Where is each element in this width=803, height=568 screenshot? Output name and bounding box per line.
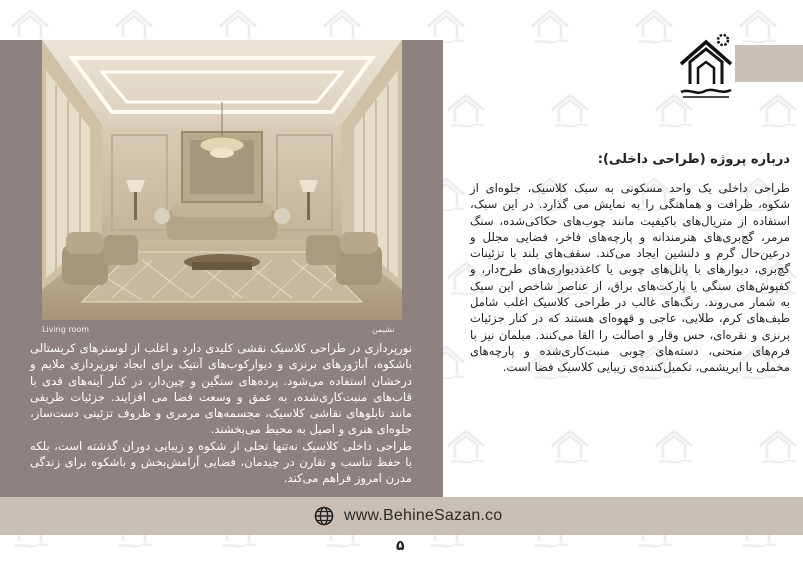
- right-paragraph: طراحی داخلی یک واحد مسکونی به سبک کلاسیک، جلوه‌ای از شکوه، ظرافت و هماهنگی را به نمایش می گذارد. در این سبک، استفاده از متریال‌های باکیفیت مانند چوب‌های حکاکی‌شده، سنگ مرمر، گچ‌بری‌های هنرمندانه و پارچه‌های فاخر، فضایی مجلل و درعین‌حال گرم و دلنشین ایجاد می‌کند. سقف‌های بلند با تزئینات گچ‌بری، دیوارهای با پانل‌های چوبی یا کاغذدیواری‌های طرح‌دار، و کفپوش‌های سنگی یا پارکت‌های براق، از عناصر شاخص این سبک به شمار می‌روند. رنگ‌های غالب در طراحی کلاسیک اغلب شامل طیف‌های کرم، طلایی، عاجی و قهوه‌ای هستند که در کنار جزئیات برنزی و نقره‌ای، حس وقار و اصالت را القا می‌کنند. مبلمان نیز با فرم‌های منحنی، دسته‌های چوبی منبت‌کاری‌شده و پارچه‌های مخملی یا ابریشمی، تکمیل‌کننده‌ی زیبایی کلاسیک فضا است.: [470, 181, 790, 375]
- house-logo-watermark-icon: [444, 426, 488, 466]
- house-logo-watermark-icon: [444, 90, 488, 130]
- house-logo-watermark-icon: [632, 6, 676, 46]
- globe-icon: [314, 506, 334, 526]
- living-room-photo: [42, 40, 402, 320]
- house-logo-watermark-icon: [548, 90, 592, 130]
- house-logo-watermark-icon: [548, 426, 592, 466]
- house-logo-watermark-icon: [756, 90, 800, 130]
- project-heading: درباره پروژه (طراحی داخلی):: [597, 152, 790, 167]
- house-logo-watermark-icon: [528, 6, 572, 46]
- photo-caption-persian: نشیمن: [372, 325, 395, 334]
- decorative-box: [735, 45, 803, 82]
- house-logo-watermark-icon: [736, 6, 780, 46]
- project-description: [470, 180, 790, 376]
- house-roof-gear-logo-icon: [677, 30, 735, 102]
- photo-caption-english: Living room: [42, 325, 90, 334]
- left-paragraph-1: نورپردازی در طراحی کلاسیک نقشی کلیدی دارد و اغلب از لوسترهای کریستالی باشکوه، آباژورهای برنزی و دیوارکوب‌های آنتیک برای ایجاد نورپردازی ملایم و درخشان استفاده می‌شود. پرده‌های سنگین و چین‌دار، در کنار آینه‌های قدی با قاب‌های منبت‌کاری‌شده، به عمق و وسعت فضا می افزایند. جزئیات ظریفی مانند تابلوهای نقاشی کلاسیک، مجسمه‌های مرمری و ظروف تزئینی دست‌ساز، جلوه‌ای هنری و اصیل به محیط می‌بخشند.: [30, 341, 412, 437]
- left-paragraph-2: طراحی داخلی کلاسیک نه‌تنها تجلی از شکوه و زیبایی دوران گذشته است، بلکه با حفظ تناسب و تقارن در چیدمان، فضایی آرامش‌بخش و باشکوه برای زندگی مدرن امروز فراهم می‌کند.: [30, 438, 412, 486]
- page-number: ۵: [396, 538, 405, 554]
- house-logo-watermark-icon: [652, 426, 696, 466]
- website-link[interactable]: www.BehineSazan.co: [344, 507, 503, 524]
- house-logo-watermark-icon: [756, 426, 800, 466]
- lighting-description: [30, 340, 412, 487]
